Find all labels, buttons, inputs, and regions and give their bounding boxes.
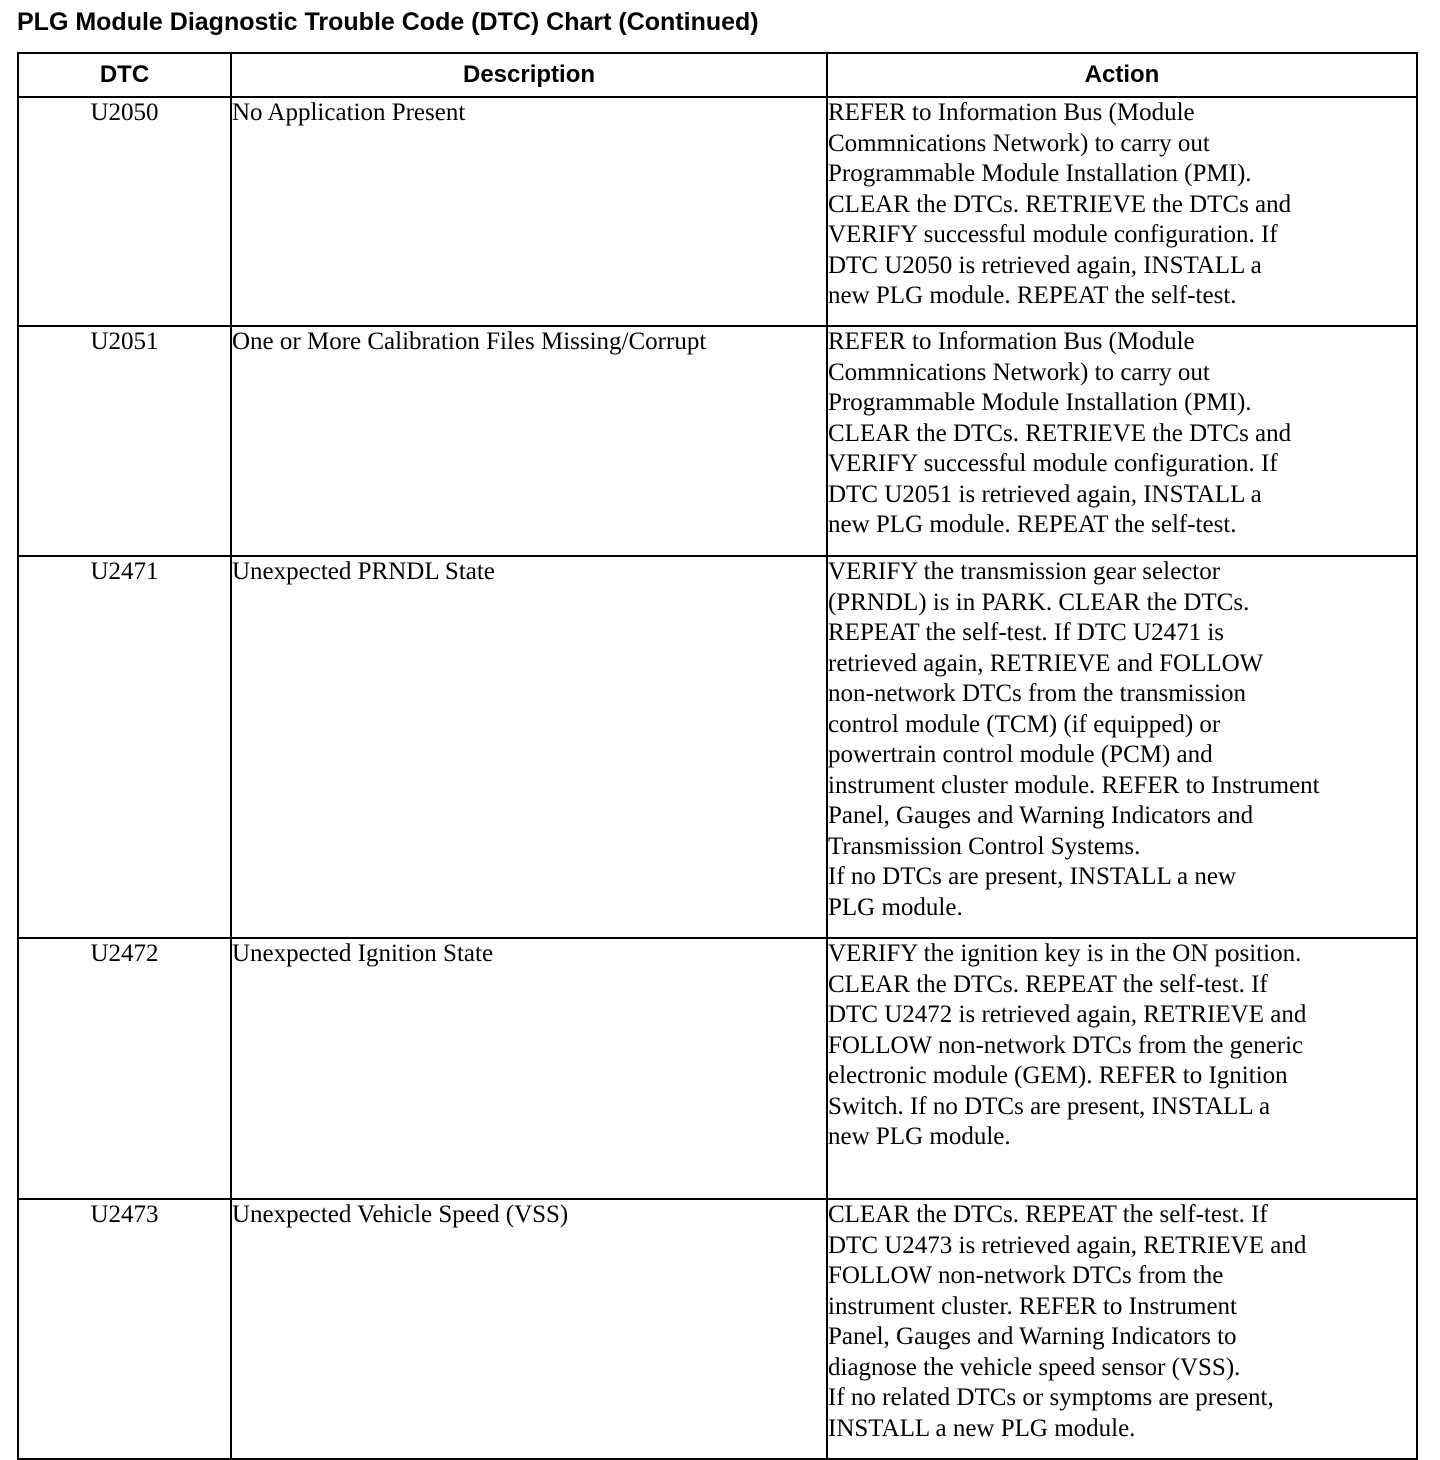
action-line: VERIFY the ignition key is in the ON position. xyxy=(828,940,1302,967)
action-line: DTC U2050 is retrieved again, INSTALL a xyxy=(828,251,1262,279)
action-line: CLEAR the DTCs. RETRIEVE the DTCs and xyxy=(828,419,1292,447)
action-line: Panel, Gauges and Warning Indicators to xyxy=(828,1323,1237,1350)
action-line: Panel, Gauges and Warning Indicators and xyxy=(828,802,1254,829)
action-line: VERIFY successful module configuration. If xyxy=(828,450,1278,477)
action-line: FOLLOW non-network DTCs from the xyxy=(828,1262,1224,1289)
table-row xyxy=(18,1199,1417,1459)
dtc-description: Unexpected Ignition State xyxy=(231,938,827,1199)
action-line: new PLG module. xyxy=(828,1123,1011,1150)
dtc-action xyxy=(827,1199,1417,1459)
action-line: instrument cluster. REFER to Instrument xyxy=(828,1292,1237,1320)
dtc-description: No Application Present xyxy=(231,97,827,326)
action-line: Commnications Network) to carry out xyxy=(828,129,1210,157)
action-line: If no related DTCs or symptoms are present, xyxy=(828,1384,1274,1411)
action-line: electronic module (GEM). REFER to Ignition xyxy=(828,1062,1288,1089)
action-line: Commnications Network) to carry out xyxy=(828,358,1210,386)
table-row xyxy=(18,326,1417,556)
action-line: Programmable Module Installation (PMI). xyxy=(828,160,1252,187)
dtc-chart-table xyxy=(17,52,1418,1460)
dtc-action xyxy=(827,326,1417,556)
action-line: Programmable Module Installation (PMI). xyxy=(828,389,1252,416)
action-line: DTC U2051 is retrieved again, INSTALL a xyxy=(828,480,1262,508)
action-line: instrument cluster module. REFER to Instrument xyxy=(828,771,1320,799)
action-line: CLEAR the DTCs. RETRIEVE the DTCs and xyxy=(828,190,1292,218)
action-line: PLG module. xyxy=(828,893,963,921)
action-line: new PLG module. REPEAT the self-test. xyxy=(828,282,1237,309)
action-line: new PLG module. REPEAT the self-test. xyxy=(828,511,1237,538)
action-line: REPEAT the self-test. If DTC U2471 is xyxy=(828,619,1225,646)
action-line: retrieved again, RETRIEVE and FOLLOW xyxy=(828,649,1264,677)
dtc-description: One or More Calibration Files Missing/Corrupt xyxy=(231,326,827,556)
table-header-row xyxy=(18,53,1417,97)
action-line: REFER to Information Bus (Module xyxy=(828,99,1195,126)
action-line: CLEAR the DTCs. REPEAT the self-test. If xyxy=(828,970,1268,998)
dtc-action xyxy=(827,938,1417,1199)
column-header-description: Description xyxy=(231,53,827,97)
table-row xyxy=(18,97,1417,326)
dtc-code: U2472 xyxy=(18,938,231,1199)
action-line: CLEAR the DTCs. REPEAT the self-test. If xyxy=(828,1201,1268,1228)
action-line: FOLLOW non-network DTCs from the generic xyxy=(828,1031,1304,1059)
dtc-description: Unexpected PRNDL State xyxy=(231,556,827,938)
action-line: diagnose the vehicle speed sensor (VSS). xyxy=(828,1353,1241,1381)
dtc-description: Unexpected Vehicle Speed (VSS) xyxy=(231,1199,827,1459)
dtc-action xyxy=(827,556,1417,938)
page-title: PLG Module Diagnostic Trouble Code (DTC) Chart (Continued) xyxy=(17,8,759,36)
action-line: VERIFY successful module configuration. If xyxy=(828,221,1278,248)
dtc-action xyxy=(827,97,1417,326)
action-line: control module (TCM) (if equipped) or xyxy=(828,710,1221,738)
action-line: non-network DTCs from the transmission xyxy=(828,680,1247,707)
table-row xyxy=(18,938,1417,1199)
action-line: REFER to Information Bus (Module xyxy=(828,328,1195,355)
action-line: Transmission Control Systems. xyxy=(828,832,1141,860)
action-line: INSTALL a new PLG module. xyxy=(828,1414,1136,1442)
action-line: powertrain control module (PCM) and xyxy=(828,741,1213,768)
action-line: VERIFY the transmission gear selector xyxy=(828,558,1221,585)
dtc-code: U2050 xyxy=(18,97,231,326)
column-header-dtc: DTC xyxy=(18,53,231,97)
dtc-code: U2471 xyxy=(18,556,231,938)
action-line: DTC U2472 is retrieved again, RETRIEVE and xyxy=(828,1001,1307,1028)
dtc-code: U2473 xyxy=(18,1199,231,1459)
dtc-code: U2051 xyxy=(18,326,231,556)
column-header-action: Action xyxy=(827,53,1417,97)
action-line: DTC U2473 is retrieved again, RETRIEVE and xyxy=(828,1231,1307,1259)
action-line: Switch. If no DTCs are present, INSTALL a xyxy=(828,1092,1271,1120)
action-line: (PRNDL) is in PARK. CLEAR the DTCs. xyxy=(828,588,1250,616)
table-row xyxy=(18,556,1417,938)
action-line: If no DTCs are present, INSTALL a new xyxy=(828,863,1237,890)
